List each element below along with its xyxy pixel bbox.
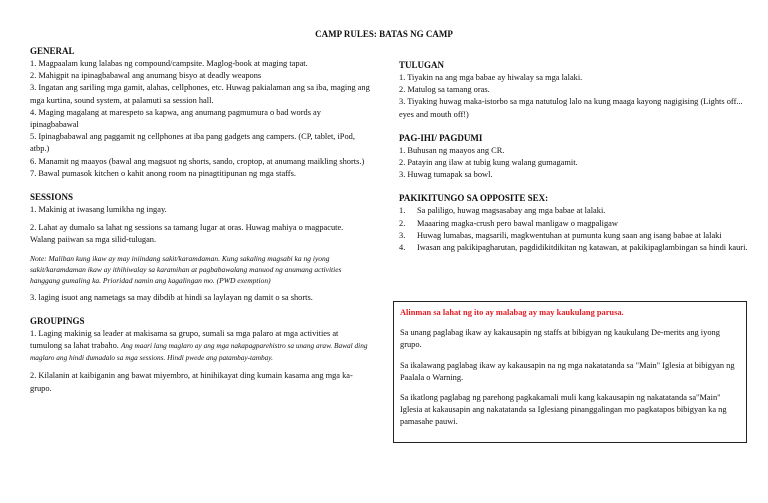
groupings-rule-1-text: 1. Laging makinig sa leader at makisama sa grupo, sumali sa mga palaro at mga activities at tumulong sa lahat trabaho.: [30, 328, 339, 351]
opposite-sex-heading: PAKIKITUNGO SA OPPOSITE SEX:: [399, 193, 549, 204]
general-rule-1: 1. Magpaalam kung lalabas ng compound/campsite. Maglog-book at maging tapat.: [30, 59, 308, 68]
tulugan-rule-1: 1. Tiyakin na ang mga babae ay hiwalay sa mga lalaki.: [399, 73, 583, 82]
pagihi-heading: PAG-IHI/ PAGDUMI: [399, 132, 483, 143]
penalty-second-offense: Sa ikalawang paglabag ikaw ay kakausapin na ng mga nakatatanda sa "Main" Iglesia at bibigyan ng Paalala o Warning.: [400, 360, 735, 382]
rule-number: 2.: [399, 218, 406, 228]
rule-number: 1.: [399, 206, 406, 216]
groupings-rule-1: [30, 328, 370, 365]
opposite-sex-rule-3: [399, 230, 751, 242]
sessions-rule-2: 2. Lahat ay dumalo sa lahat ng sessions sa tamang lugar at oras. Huwag mahiya o magpacute. Walang paiiwan sa mga silid-tulugan.: [30, 223, 344, 245]
rule-number: 3.: [399, 230, 406, 240]
penalty-first-offense: Sa unang paglabag ikaw ay kakausapin ng staffs at bibigyan ng kaukulang De-merits ang iyong grupo.: [400, 328, 720, 350]
general-rule-5: 5. Ipinagbabawal ang paggamit ng cellphones at iba pang gadgets ang campers. (CP, tablet, iPod, atbp.): [30, 132, 355, 154]
general-rule-2: 2. Mahigpit na ipinagbabawal ang anumang bisyo at deadly weapons: [30, 71, 262, 81]
opposite-sex-rule-2: [399, 218, 751, 230]
rule-number: 4.: [399, 243, 406, 253]
rule-text: Huwag lumabas, magsarili, magkwentuhan at pumunta kung saan ang isang babae at lalaki: [417, 230, 722, 240]
left-column: [30, 45, 370, 395]
opposite-sex-list: [399, 205, 751, 254]
sessions-rule-3: 3. laging isuot ang nametags sa may dibdib at hindi sa laylayan ng damit o sa shorts.: [30, 292, 313, 302]
general-rule-4: 4. Maging magalang at marespeto sa kapwa, ang anumang pagmumura o bad words ay ipinagbabawal: [30, 107, 321, 130]
opposite-sex-rule-4: [399, 242, 751, 254]
general-rule-3: 3. Ingatan ang sariling mga gamit, alahas, cellphones, etc. Huwag pakialaman ang sa iba, maging ang mga kurtina, sound system, at palamuti sa session hall.: [30, 83, 370, 105]
rule-text: Maaaring magka-crush pero bawal manligaw o magpaligaw: [417, 218, 618, 228]
groupings-rule-2: 2. Kilalanin at kaibiganin ang bawat miyembro, at hinihikayat ding kumain kasama ang mga ka-grupo.: [30, 371, 353, 393]
penalty-third-offense: Sa ikatlong paglabag ng parehong pagkakamali muli kang kakausapin ng nakatatanda sa"Main" Iglesia at kakausapin ang nakatatanda sa Iglesiang pinanggalingan mo pagkatapos bibigyan ka ng pamasahe pauwi.: [400, 393, 727, 427]
sessions-rule-1: 1. Makinig at iwasang lumikha ng ingay.: [30, 205, 167, 215]
groupings-rule-1-note: Ang maari lang maglaro ay ang mga nakapagparehistro sa unang araw. Bawal ding maglaro ang hindi dumadalo sa mga sessions. Hindi pwede ang patambay-tambay.: [30, 341, 368, 363]
page-title: CAMP RULES: BATAS NG CAMP: [315, 29, 453, 39]
rule-text: Iwasan ang pakikipagharutan, pagdidikitdikitan ng katawan, at pakikipaglambingan sa hindi kauri.: [417, 243, 748, 253]
rule-text: Sa paliligo, huwag magsasabay ang mga babae at lalaki.: [417, 206, 606, 216]
penalty-title: Alinman sa lahat ng ito ay malabag ay may kaukulang parusa.: [400, 308, 624, 317]
tulugan-rule-3: 3. Tiyaking huwag maka-istorbo sa mga natutulog lalo na kung maaga kayong nagigising (Lights off... eyes and mouth off!): [399, 97, 743, 119]
pagihi-rule-3: 3. Huwag tumapak sa bowl.: [399, 170, 493, 180]
sessions-note: Note: Maliban kung ikaw ay may iniindang sakit/karamdaman. Kung sakaling magsabi ka ng iyong sakit/karamdaman ikaw ay ithihiwalay sa karamihan at pagbabawalang manuod ng anumang activities hanggang gumaling ka. Prioridad namin ang kagalingan mo. (PWD exemption): [30, 253, 342, 285]
tulugan-rule-2: 2. Matulog sa tamang oras.: [399, 85, 490, 95]
general-heading: GENERAL: [30, 46, 75, 56]
sessions-heading: SESSIONS: [30, 192, 74, 203]
pagihi-rule-2: 2. Patayin ang ilaw at tubig kung walang gumagamit.: [399, 158, 578, 168]
opposite-sex-rule-1: [399, 205, 751, 217]
penalty-box: [393, 301, 747, 443]
general-rule-6: 6. Manamit ng maayos (bawal ang magsuot ng shorts, sando, croptop, at anumang maikling shorts.): [30, 156, 365, 166]
pagihi-rule-1: 1. Buhusan ng maayos ang CR.: [399, 145, 505, 155]
general-rule-7: 7. Bawal pumasok kitchen o kahit anong room na pinagtitipunan ng mga staffs.: [30, 168, 296, 178]
tulugan-heading: TULUGAN: [399, 60, 445, 70]
general-list: [30, 58, 370, 180]
right-column: [399, 59, 751, 254]
groupings-heading: GROUPINGS: [30, 315, 85, 326]
